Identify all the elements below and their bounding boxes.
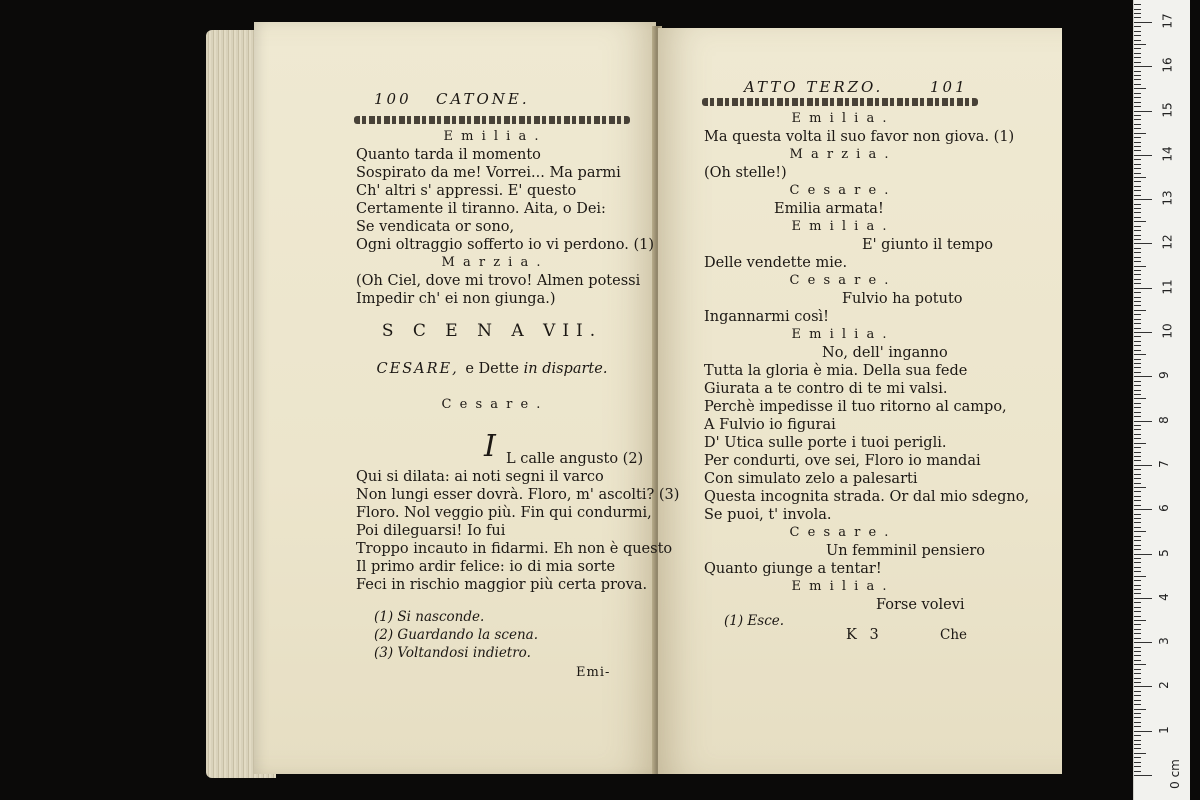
drop-cap: I [484, 429, 496, 464]
ruler-tick [1134, 642, 1152, 643]
ruler-tick [1134, 17, 1141, 18]
ruler-tick [1134, 212, 1141, 213]
ruler-tick [1134, 398, 1146, 399]
scene-heading: S C E N A VII. [381, 321, 603, 341]
stage-direction-others: e Dette [465, 361, 524, 377]
ruler-tick [1134, 726, 1141, 727]
ruler-tick [1134, 84, 1141, 85]
ruler-tick [1134, 407, 1141, 408]
ruler-tick [1134, 124, 1141, 125]
ruler-tick [1134, 75, 1141, 76]
ruler-tick [1134, 106, 1141, 107]
ruler-tick [1134, 620, 1146, 621]
ruler-tick [1134, 66, 1152, 67]
left-header-ornament [354, 116, 630, 124]
ruler-tick [1134, 270, 1141, 271]
ruler-tick [1134, 447, 1141, 448]
ruler-tick [1134, 48, 1141, 49]
ruler-tick [1134, 394, 1141, 395]
ruler-tick [1134, 731, 1152, 732]
ruler-tick [1134, 527, 1141, 528]
ruler-tick [1134, 62, 1141, 63]
ruler-tick [1134, 274, 1141, 275]
ruler-label: 11 [1160, 279, 1175, 295]
ruler-tick [1134, 558, 1141, 559]
ruler-label: 12 [1160, 234, 1175, 251]
speaker-emilia: E m i l i a . [791, 327, 889, 342]
catchword: Emi- [576, 665, 611, 680]
ruler-tick [1134, 208, 1141, 209]
ruler-tick [1134, 239, 1141, 240]
stage-direction-aside: in disparte. [523, 361, 608, 377]
ruler-tick [1134, 4, 1141, 5]
ruler-tick [1134, 660, 1141, 661]
ruler-tick [1134, 332, 1152, 333]
ruler-tick [1134, 629, 1141, 630]
verse-line: Giurata a te contro di te mi valsi. [704, 381, 948, 397]
verse-line: Poi dileguarsi! Io fui [356, 523, 506, 539]
verse-line: Se puoi, t' invola. [704, 507, 832, 523]
verse-line: Impedir ch' ei non giunga.) [356, 291, 556, 307]
measuring-ruler [1133, 0, 1190, 800]
left-page-number: 100 [374, 90, 412, 108]
ruler-tick [1134, 735, 1141, 736]
ruler-label: 4 [1156, 592, 1171, 601]
ruler-label: 14 [1160, 146, 1175, 162]
verse-line: (Oh stelle!) [704, 165, 787, 181]
ruler-tick [1134, 115, 1141, 116]
ruler-tick [1134, 576, 1146, 577]
ruler-tick [1134, 288, 1152, 289]
ruler-tick [1134, 190, 1141, 191]
ruler-tick [1134, 562, 1141, 563]
catchword: Che [940, 627, 968, 643]
verse-line: Ogni oltraggio sofferto io vi perdono. (1) [356, 237, 655, 253]
ruler-tick [1134, 700, 1141, 701]
ruler-tick [1134, 385, 1141, 386]
ruler-tick [1134, 491, 1141, 492]
ruler-tick [1134, 53, 1141, 54]
ruler-tick [1134, 305, 1141, 306]
ruler-tick [1134, 128, 1141, 129]
ruler-tick [1134, 509, 1152, 510]
ruler-tick [1134, 686, 1152, 687]
ruler-tick [1134, 390, 1141, 391]
ruler-tick [1134, 230, 1141, 231]
ruler-tick [1134, 367, 1141, 368]
ruler-tick [1134, 589, 1141, 590]
ruler-tick [1134, 673, 1141, 674]
verse-line: (Oh Ciel, dove mi trovo! Almen potessi [356, 273, 641, 289]
ruler-tick [1134, 297, 1141, 298]
speaker-emilia: E m i l i a . [791, 219, 889, 234]
verse-line: Per condurti, ove sei, Floro io mandai [704, 453, 981, 469]
ruler-tick [1134, 434, 1141, 435]
footnote: (3) Voltandosi indietro. [374, 645, 531, 661]
ruler-tick [1134, 638, 1141, 639]
ruler-tick [1134, 474, 1141, 475]
ruler-tick [1134, 412, 1141, 413]
verse-line: Quanto giunge a tentar! [704, 561, 882, 577]
ruler-tick [1134, 292, 1141, 293]
ruler-label: 10 [1160, 323, 1175, 339]
ruler-tick [1134, 319, 1141, 320]
ruler-tick [1134, 97, 1141, 98]
footnote: (1) Si nasconde. [374, 609, 485, 625]
ruler-tick [1134, 775, 1152, 776]
speaker-marzia: M a r z i a . [789, 147, 891, 162]
speaker-cesare: C e s a r e . [789, 273, 891, 288]
verse-line: Quanto tarda il momento [356, 147, 541, 163]
ruler-tick [1134, 26, 1141, 27]
ruler-tick [1134, 602, 1141, 603]
ruler-tick [1134, 500, 1141, 501]
ruler-label: 8 [1156, 415, 1171, 424]
ruler-tick [1134, 403, 1141, 404]
ruler-tick [1134, 571, 1141, 572]
ruler-tick [1134, 633, 1141, 634]
footnote: (1) Esce. [724, 613, 785, 629]
speaker-cesare: C e s a r e . [441, 397, 543, 412]
verse-line: Il primo ardir felice: io di mia sorte [356, 559, 616, 575]
ruler-tick [1134, 137, 1141, 138]
verse-line: Forse volevi [876, 597, 965, 613]
ruler-tick [1134, 722, 1141, 723]
speaker-emilia: E m i l i a . [791, 579, 889, 594]
ruler-tick [1134, 757, 1141, 758]
ruler-tick [1134, 607, 1141, 608]
ruler-label: 6 [1156, 504, 1171, 513]
verse-line: Troppo incauto in fidarmi. Eh non è questo [356, 541, 673, 557]
ruler-tick [1134, 186, 1141, 187]
ruler-tick [1134, 35, 1141, 36]
ruler-label: 9 [1156, 371, 1171, 380]
ruler-tick [1134, 753, 1146, 754]
ruler-tick [1134, 279, 1141, 280]
ruler-tick [1134, 168, 1141, 169]
ruler-tick [1134, 496, 1141, 497]
ruler-tick [1134, 235, 1141, 236]
ruler-tick [1134, 359, 1141, 360]
ruler-tick [1134, 150, 1141, 151]
ruler-tick [1134, 252, 1141, 253]
verse-line: No, dell' inganno [822, 345, 948, 361]
ruler-tick [1134, 505, 1141, 506]
ruler-tick [1134, 328, 1141, 329]
ruler-tick [1134, 88, 1146, 89]
ruler-tick [1134, 740, 1141, 741]
ruler-tick [1134, 44, 1146, 45]
ruler-tick [1134, 314, 1141, 315]
ruler-tick [1134, 518, 1141, 519]
ruler-tick [1134, 425, 1141, 426]
ruler-tick [1134, 376, 1152, 377]
verse-line: Un femminil pensiero [826, 543, 985, 559]
ruler-tick [1134, 540, 1141, 541]
ruler-tick [1134, 146, 1141, 147]
verse-line: Sospirato da me! Vorrei... Ma parmi [356, 165, 621, 181]
ruler-tick [1134, 678, 1141, 679]
ruler-tick [1134, 704, 1141, 705]
ruler-tick [1134, 71, 1141, 72]
ruler-tick [1134, 522, 1141, 523]
verse-line: A Fulvio io figurai [704, 417, 836, 433]
ruler-tick [1134, 323, 1141, 324]
ruler-label: 13 [1160, 190, 1175, 206]
ruler-tick [1134, 22, 1152, 23]
ruler-tick [1134, 531, 1146, 532]
ruler-tick [1134, 283, 1141, 284]
ruler-tick [1134, 199, 1152, 200]
ruler-tick [1134, 301, 1141, 302]
verse-line: L calle angusto (2) [506, 451, 644, 467]
ruler-tick [1134, 647, 1141, 648]
footnote: (2) Guardando la scena. [374, 627, 539, 643]
ruler-tick [1134, 40, 1141, 41]
ruler-tick [1134, 341, 1141, 342]
ruler-tick [1134, 748, 1141, 749]
speaker-marzia: M a r z i a . [441, 255, 543, 270]
ruler-tick [1134, 478, 1141, 479]
ruler-tick [1134, 456, 1141, 457]
ruler-tick [1134, 452, 1141, 453]
verse-line: D' Utica sulle porte i tuoi perigli. [704, 435, 947, 451]
ruler-tick [1134, 155, 1152, 156]
signature-mark: K 3 [846, 627, 883, 643]
verse-line: Feci in rischio maggior più certa prova. [356, 577, 648, 593]
ruler-tick [1134, 669, 1141, 670]
ruler-tick [1134, 102, 1141, 103]
ruler-tick [1134, 119, 1141, 120]
ruler-tick [1134, 616, 1141, 617]
ruler-tick [1134, 611, 1141, 612]
ruler-tick [1134, 483, 1141, 484]
ruler-tick [1134, 416, 1141, 417]
verse-line: E' giunto il tempo [862, 237, 993, 253]
verse-line: Delle vendette mie. [704, 255, 848, 271]
ruler-tick [1134, 354, 1146, 355]
verse-line: Perchè impedisse il tuo ritorno al campo, [704, 399, 1007, 415]
ruler-label: 3 [1156, 637, 1171, 645]
ruler-tick [1134, 345, 1141, 346]
ruler-tick [1134, 350, 1141, 351]
ruler-tick [1134, 381, 1141, 382]
ruler-tick [1134, 336, 1141, 337]
ruler-tick [1134, 372, 1141, 373]
ruler-tick [1134, 664, 1146, 665]
verse-line: Ma questa volta il suo favor non giova. (1) [704, 129, 1015, 145]
ruler-label: 15 [1160, 101, 1175, 118]
ruler-tick [1134, 598, 1152, 599]
ruler-tick [1134, 593, 1141, 594]
verse-line: Certamente il tiranno. Aita, o Dei: [356, 201, 606, 217]
ruler-tick [1134, 695, 1141, 696]
verse-line: Qui si dilata: ai noti segni il varco [356, 469, 604, 485]
ruler-tick [1134, 57, 1141, 58]
verse-line: Emilia armata! [774, 201, 884, 217]
verse-line: Fulvio ha potuto [842, 291, 963, 307]
ruler-tick [1134, 651, 1141, 652]
ruler-tick [1134, 567, 1141, 568]
ruler-label: 0 cm [1167, 759, 1182, 789]
ruler-tick [1134, 31, 1141, 32]
ruler-tick [1134, 717, 1141, 718]
verse-line: Se vendicata or sono, [356, 219, 515, 235]
right-page-number: 101 [930, 78, 968, 96]
ruler-label: 17 [1160, 13, 1175, 29]
ruler-tick [1134, 624, 1141, 625]
ruler-tick [1134, 771, 1141, 772]
ruler-tick [1134, 744, 1141, 745]
ruler-label: 5 [1156, 548, 1171, 557]
ruler-tick [1134, 177, 1146, 178]
ruler-label: 7 [1156, 460, 1171, 468]
ruler-tick [1134, 460, 1141, 461]
right-header-ornament [702, 98, 978, 106]
speaker-emilia: E m i l i a . [791, 111, 889, 126]
ruler-tick [1134, 221, 1146, 222]
ruler-tick [1134, 762, 1141, 763]
ruler-tick [1134, 79, 1141, 80]
ruler-tick [1134, 93, 1141, 94]
ruler-label: 16 [1160, 57, 1175, 73]
ruler-tick [1134, 421, 1152, 422]
ruler-tick [1134, 204, 1141, 205]
ruler-label: 1 [1156, 725, 1171, 734]
verse-line: Con simulato zelo a palesarti [704, 471, 918, 487]
ruler-tick [1134, 159, 1141, 160]
ruler-tick [1134, 226, 1141, 227]
ruler-tick [1134, 266, 1146, 267]
ruler-tick [1134, 655, 1141, 656]
ruler-tick [1134, 181, 1141, 182]
ruler-tick [1134, 13, 1141, 14]
right-running-title: ATTO TERZO. [744, 78, 884, 96]
ruler-tick [1134, 9, 1141, 10]
ruler-tick [1134, 142, 1141, 143]
ruler-label: 2 [1156, 681, 1171, 690]
ruler-tick [1134, 429, 1141, 430]
ruler-tick [1134, 310, 1146, 311]
ruler-tick [1134, 549, 1141, 550]
left-running-title: CATONE. [436, 90, 530, 108]
ruler-tick [1134, 257, 1141, 258]
speaker-cesare: C e s a r e . [789, 183, 891, 198]
verse-line: Ch' altri s' appressi. E' questo [356, 183, 577, 199]
ruler-tick [1134, 243, 1152, 244]
ruler-tick [1134, 487, 1146, 488]
ruler-tick [1134, 691, 1141, 692]
ruler-tick [1134, 248, 1141, 249]
ruler-tick [1134, 536, 1141, 537]
ruler-tick [1134, 766, 1141, 767]
ruler-tick [1134, 363, 1141, 364]
stage-direction [354, 360, 630, 378]
speaker-emilia: E m i l i a . [443, 129, 541, 144]
ruler-tick [1134, 164, 1141, 165]
ruler-tick [1134, 682, 1141, 683]
verse-line: Non lungi esser dovrà. Floro, m' ascolti? (3) [356, 487, 680, 503]
ruler-tick [1134, 217, 1141, 218]
ruler-tick [1134, 469, 1141, 470]
verse-line: Ingannarmi così! [704, 309, 829, 325]
ruler-tick [1134, 438, 1141, 439]
speaker-cesare: C e s a r e . [789, 525, 891, 540]
ruler-tick [1134, 554, 1152, 555]
ruler-tick [1134, 709, 1146, 710]
ruler-tick [1134, 580, 1141, 581]
stage-direction-character: CESARE, [376, 361, 466, 377]
ruler-tick [1134, 173, 1141, 174]
ruler-tick [1134, 195, 1141, 196]
ruler-tick [1134, 514, 1141, 515]
verse-line: Questa incognita strada. Or dal mio sdegno, [704, 489, 1030, 505]
ruler-tick [1134, 443, 1146, 444]
ruler-tick [1134, 261, 1141, 262]
ruler-tick [1134, 713, 1141, 714]
ruler-tick [1134, 111, 1152, 112]
ruler-tick [1134, 585, 1141, 586]
ruler-tick [1134, 465, 1152, 466]
ruler-tick [1134, 133, 1146, 134]
verse-line: Floro. Nol veggio più. Fin qui condurmi, [356, 505, 652, 521]
ruler-tick [1134, 545, 1141, 546]
verse-line: Tutta la gloria è mia. Della sua fede [704, 363, 968, 379]
